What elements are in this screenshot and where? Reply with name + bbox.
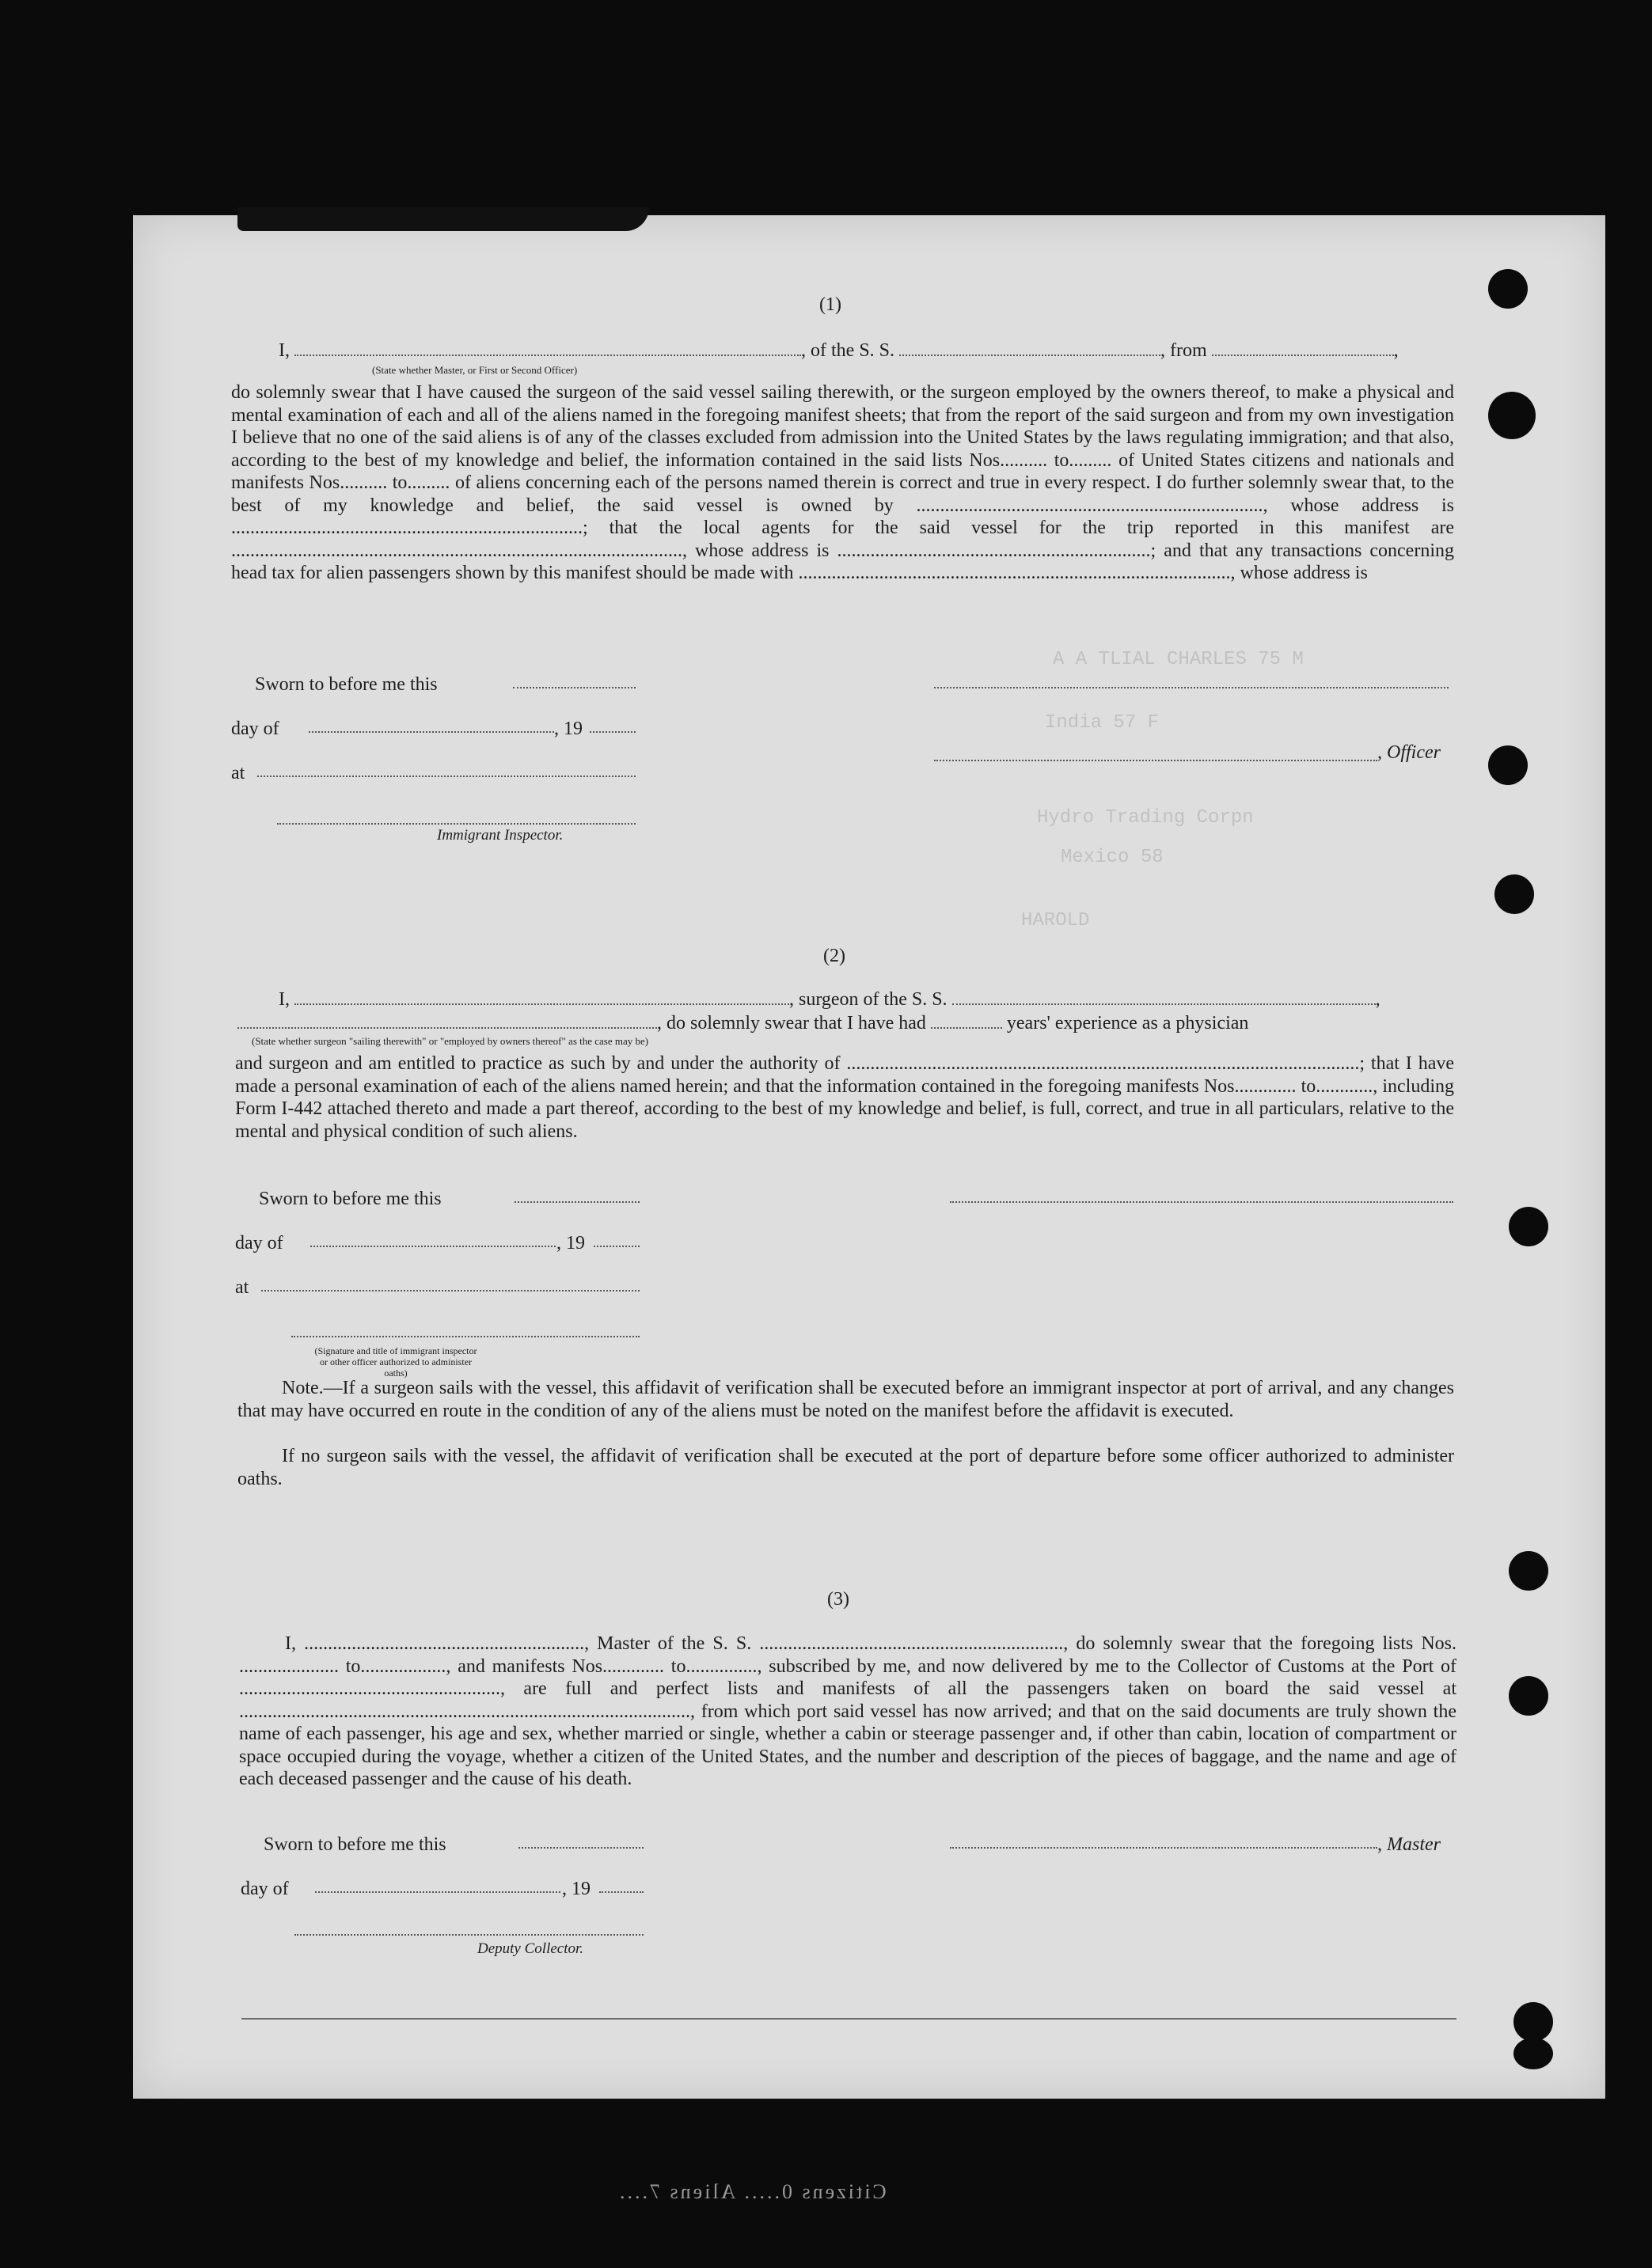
note-paragraph	[237, 1377, 1454, 1422]
bleed-through: Mexico 58	[1061, 847, 1164, 868]
oath-i-2: I,	[279, 989, 290, 1010]
section1-number: (1)	[819, 294, 841, 315]
sworn-date-field-2[interactable]	[515, 1201, 640, 1203]
day-of-field-3[interactable]	[315, 1891, 560, 1893]
officer-signature-field-top[interactable]	[934, 687, 1449, 688]
sworn-date-field-1[interactable]	[513, 687, 636, 688]
years-label: years' experience as a physician	[1006, 1013, 1249, 1033]
surgeon-name-field[interactable]	[294, 989, 789, 1005]
note-text-2: If no surgeon sails with the vessel, the affidavit of verification shall be executed at the port of departure before some officer authorized to administer oaths.	[237, 1446, 1454, 1489]
torn-edge	[237, 207, 649, 231]
officer-hint: (State whether Master, or First or Second Officer)	[372, 364, 578, 376]
day-of-label-2: day of	[235, 1233, 283, 1253]
note-text-1: —If a surgeon sails with the vessel, this affidavit of verification shall be executed before an immigrant inspector at port of arrival, and any changes that may have occurred en route in the condition of any of the aliens must be noted on the manifest before the affidavit is executed.	[237, 1378, 1454, 1421]
master-title: , Master	[1377, 1834, 1441, 1855]
collector-title: Deputy Collector.	[477, 1940, 584, 1957]
sworn-date-field-3[interactable]	[518, 1847, 644, 1849]
bleed-through: A A TLIAL CHARLES 75 M	[1053, 649, 1304, 670]
swear-label: , do solemnly swear that I have had	[657, 1013, 926, 1033]
signature-hint: (Signature and title of immigrant inspector or other officer authorized to administer oaths)	[314, 1345, 477, 1379]
note-paragraph-2	[237, 1445, 1454, 1490]
punch-hole	[1488, 392, 1536, 439]
officer-signature-field[interactable]	[934, 760, 1377, 761]
punch-hole	[1494, 874, 1534, 914]
bleed-through: India 57 F	[1045, 712, 1160, 734]
punch-hole	[1509, 1551, 1548, 1591]
at-label-2: at	[235, 1277, 249, 1298]
note-label: Note.	[282, 1378, 324, 1398]
bleed-through: Hydro Trading Corpn	[1037, 807, 1254, 829]
oath-i: I,	[279, 340, 290, 361]
year-field-3[interactable]	[599, 1891, 644, 1893]
punch-hole	[1488, 745, 1528, 785]
year-label-3: , 19	[562, 1879, 591, 1899]
day-of-label-3: day of	[241, 1879, 289, 1899]
ship-name-field[interactable]	[899, 340, 1160, 356]
bleed-through: HAROLD	[1021, 910, 1090, 931]
surgeon-signature-field[interactable]	[950, 1201, 1453, 1203]
year-label-2: , 19	[556, 1233, 585, 1253]
footer-ghost-text: Citizens 0..... Aliens 7....	[617, 2180, 887, 2203]
sworn-line-1: Sworn to before me this	[255, 674, 438, 695]
master-signature-field[interactable]	[950, 1847, 1377, 1849]
inspector-signature-field[interactable]	[277, 823, 636, 825]
punch-hole	[1513, 2038, 1553, 2069]
section3-body: I, ..........................................................., Master of the S. S. ................................................................, do solemnly swear that the foregoing lists Nos. ..................... to.................., and manifests Nos............. to..............., subscribed by me, and now delivered by me to the Collector of Customs at the Port of ......................................................., are full and perfect lists and manifests of all the passengers taken on board the said vessel at ..............................................................................................., from which port said vessel has now arrived; and that on the said documents are truly shown the name of each passenger, his age and sex, whether married or single, whether a cabin or steerage passenger and, if other than cabin, location of compartment or space occupied during the voyage, whether a citizen of the United States, and the number and description of the pieces of baggage, and the name and age of each deceased passenger and the cause of his death.	[239, 1633, 1456, 1789]
at-field-2[interactable]	[261, 1290, 640, 1291]
punch-hole	[1509, 1207, 1548, 1246]
section3-number: (3)	[827, 1589, 849, 1610]
punch-hole	[1513, 2149, 1553, 2188]
surgeon-status-field[interactable]	[237, 1013, 657, 1029]
surgeon-hint: (State whether surgeon "sailing therewith" or "employed by owners thereof" as the case may be)	[252, 1035, 649, 1047]
administering-officer-signature[interactable]	[291, 1336, 640, 1337]
day-of-label-1: day of	[231, 719, 279, 739]
section2-body: and surgeon and am entitled to practice as such by and under the authority of ............................................................................................................; that I have made a personal examination of each of the aliens named herein; and that the information contained in the foregoing manifests Nos............. to............, including Form I-442 attached thereto and made a part thereof, according to the best of my knowledge and belief, is full, correct, and true in all particulars, relative to the mental and physical condition of such aliens.	[235, 1053, 1454, 1142]
sworn-line-3: Sworn to before me this	[264, 1834, 446, 1855]
year-field-2[interactable]	[594, 1246, 640, 1247]
surgeon-of-label: , surgeon of the S. S.	[789, 989, 948, 1010]
sworn-line-2: Sworn to before me this	[259, 1189, 442, 1209]
inspector-title: Immigrant Inspector.	[437, 827, 564, 844]
from-port-field[interactable]	[1212, 340, 1394, 356]
day-of-field-1[interactable]	[309, 731, 554, 733]
of-ss-label: , of the S. S.	[801, 340, 895, 361]
punch-hole	[1513, 2002, 1553, 2042]
section1-oath-line: I, , of the S. S. , from ,	[279, 340, 1399, 361]
years-field[interactable]	[931, 1013, 1002, 1029]
section1-body: do solemnly swear that I have caused the surgeon of the said vessel sailing therewith, or the surgeon employed by the owners thereof, to make a physical and mental examination of each and all of the aliens named in the foregoing manifest sheets; that from the report of the said surgeon and from my own investigation I believe that no one of the said aliens is of any of the classes excluded from admission into the United States by the laws regulating immigration; and that also, according to the best of my knowledge and belief, the information contained in the said lists Nos.......... to......... of United States citizens and nationals and manifests Nos.......... to......... of aliens concerning each of the persons named therein is correct and true in every respect. I do further solemnly swear that, to the best of my knowledge and belief, the said vessel is owned by ........................................................................., whose address is ..........................................................................; that the local agents for the said vessel for the trip reported in this manifest are ..............................................................................................., whose address is ..................................................................; and that any transactions concerning head tax for alien passengers shown by this manifest should be made with ..........................................................................................., whose address is	[231, 382, 1454, 583]
officer-title: , Officer	[1377, 742, 1441, 763]
bottom-rule	[241, 2018, 1456, 2020]
collector-signature-field[interactable]	[294, 1934, 644, 1936]
at-label-1: at	[231, 763, 245, 783]
section2-swear-line	[237, 1013, 1248, 1034]
section2-oath-line: I, , surgeon of the S. S. ,	[279, 989, 1380, 1010]
from-label: , from	[1160, 340, 1207, 361]
punch-hole	[1488, 269, 1528, 309]
at-field-1[interactable]	[257, 776, 636, 777]
year-label-1: , 19	[554, 719, 583, 739]
surgeon-ship-field[interactable]	[952, 989, 1376, 1005]
punch-hole	[1509, 1676, 1548, 1716]
section2-number: (2)	[823, 946, 845, 966]
officer-name-field[interactable]	[294, 340, 801, 356]
year-field-1[interactable]	[590, 731, 636, 733]
day-of-field-2[interactable]	[310, 1246, 556, 1247]
